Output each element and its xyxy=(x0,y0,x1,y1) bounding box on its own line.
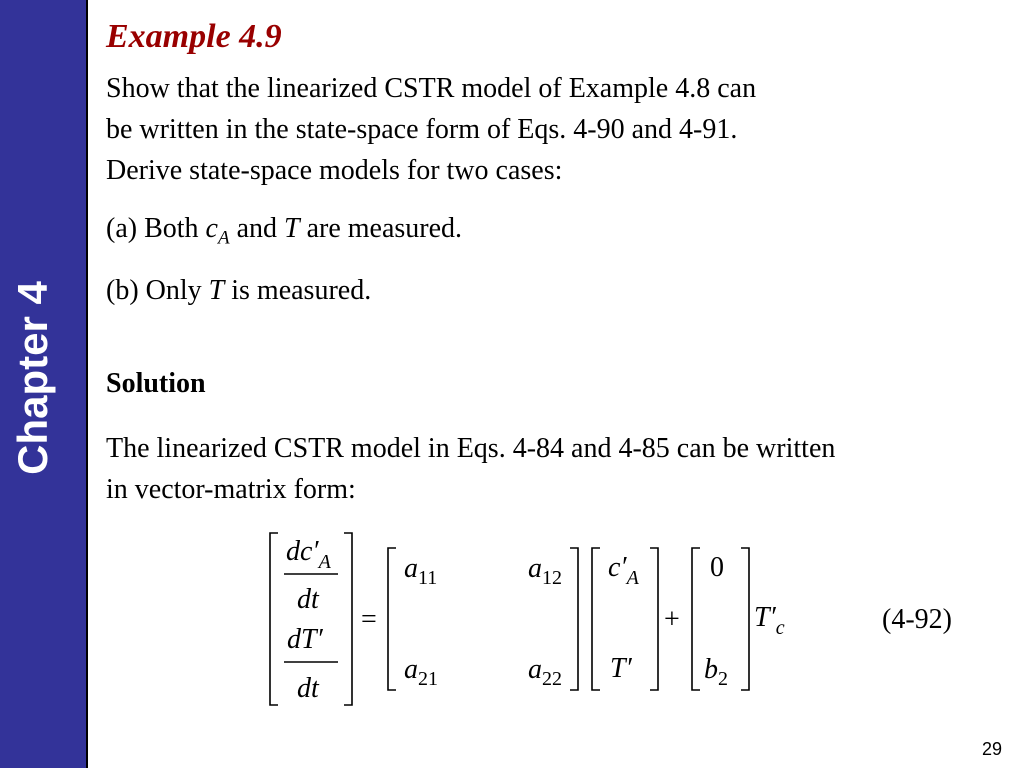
u-sub: c xyxy=(775,617,785,639)
b2-sub: 2 xyxy=(718,668,728,690)
b2: b xyxy=(704,654,718,685)
lhs-den1: dt xyxy=(297,584,319,615)
equals-sign: = xyxy=(361,604,377,635)
case-b-var: T xyxy=(208,275,225,306)
example-title: Example 4.9 xyxy=(106,18,282,55)
svg-text:a11 xyxy=(404,553,437,589)
svg-text:a12 xyxy=(528,553,562,589)
solution-heading: Solution xyxy=(106,368,206,399)
b-vector-left-bracket xyxy=(692,548,700,690)
svg-text:b2 xyxy=(704,654,728,690)
plus-sign: + xyxy=(664,604,680,635)
x-vector-right-bracket xyxy=(650,548,658,690)
case-b-prefix: (b) Only xyxy=(106,275,209,306)
svg-text:T′c xyxy=(754,602,785,639)
a11: a xyxy=(404,553,418,584)
a21-sub: 21 xyxy=(418,668,438,690)
b1: 0 xyxy=(710,552,724,583)
intro-line-1: Show that the linearized CSTR model of Example 4.8 can xyxy=(106,73,757,104)
case-a-var1-sub: A xyxy=(217,227,230,249)
case-a xyxy=(106,208,462,259)
intro-line-3: Derive state-space models for two cases: xyxy=(106,155,563,186)
lhs-num1: dc′ xyxy=(286,536,319,567)
lhs-num1-sub: A xyxy=(318,551,331,573)
case-b-suffix: is measured. xyxy=(224,275,372,306)
a22-sub: 22 xyxy=(542,668,562,690)
a12-sub: 12 xyxy=(542,567,562,589)
sidebar-divider xyxy=(86,0,88,768)
lhs-den2: dt xyxy=(297,673,319,704)
case-a-mid: and xyxy=(229,213,285,244)
lhs-left-bracket xyxy=(270,533,278,705)
case-a-suffix: are measured. xyxy=(299,213,463,244)
page-number: 29 xyxy=(981,739,1002,759)
svg-text:dc′A xyxy=(286,536,332,573)
case-a-var1: c xyxy=(205,213,218,244)
a-matrix-right-bracket xyxy=(570,548,578,690)
lhs-num2: dT′ xyxy=(287,624,323,655)
intro-line-2: be written in the state-space form of Eqs. 4-90 and 4-91. xyxy=(106,114,738,145)
chapter-label: Chapter 4 xyxy=(9,281,56,475)
equation-label: (4-92) xyxy=(882,604,952,635)
x2: T′ xyxy=(610,653,632,684)
solution-line-2: in vector-matrix form: xyxy=(106,474,356,505)
x-vector-left-bracket xyxy=(592,548,600,690)
svg-text:a21 xyxy=(404,654,438,690)
u: T′ xyxy=(754,602,776,633)
x1-sub: A xyxy=(626,567,639,589)
lhs-right-bracket xyxy=(344,533,352,705)
a21: a xyxy=(404,654,418,685)
solution-line-1: The linearized CSTR model in Eqs. 4-84 and 4-85 can be written xyxy=(106,433,836,464)
case-a-prefix: (a) Both xyxy=(106,213,206,244)
b-vector-right-bracket xyxy=(741,548,749,690)
case-a-var2: T xyxy=(284,213,300,244)
svg-text:c′A xyxy=(608,552,640,589)
x1: c′ xyxy=(608,552,627,583)
a11-sub: 11 xyxy=(418,567,438,589)
a-matrix-left-bracket xyxy=(388,548,396,690)
svg-text:a22 xyxy=(528,654,562,690)
a12: a xyxy=(528,553,542,584)
case-b xyxy=(106,270,371,311)
a22: a xyxy=(528,654,542,685)
